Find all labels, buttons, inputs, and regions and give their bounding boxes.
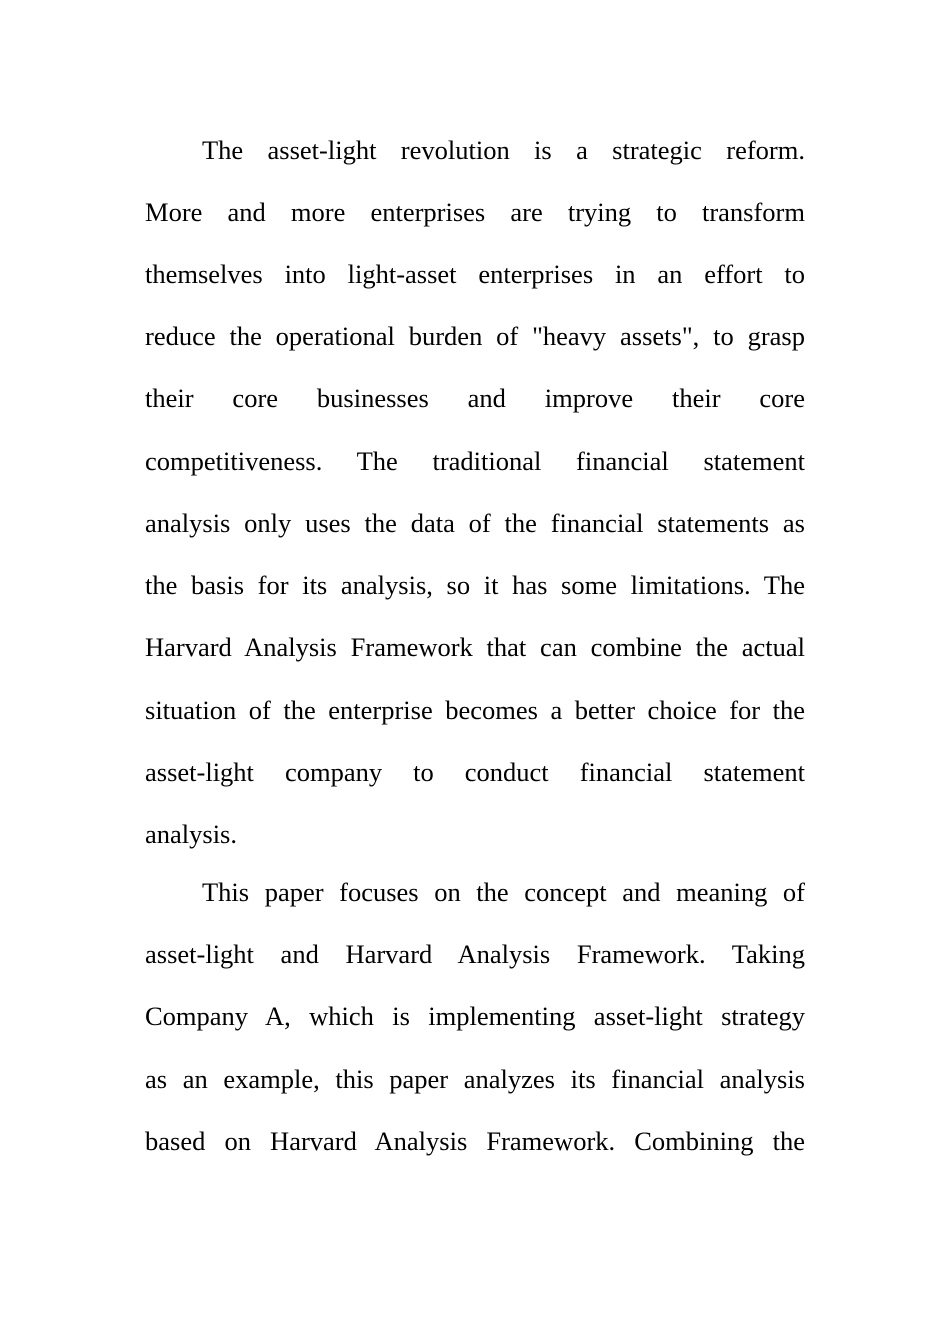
paragraph-1-line-12: analysis.: [145, 819, 237, 849]
paragraph-2-line-5: based on Harvard Analysis Framework. Combining the: [145, 1126, 805, 1156]
paragraph-1-line-11: asset-light company to conduct financial statement: [145, 757, 805, 787]
paragraph-1-line-3: themselves into light-asset enterprises in an effort to: [145, 259, 805, 289]
paragraph-1-line-2: More and more enterprises are trying to transform: [145, 197, 805, 227]
paragraph-1-line-9: Harvard Analysis Framework that can combine the actual: [145, 632, 805, 662]
paragraph-1-line-10: situation of the enterprise becomes a better choice for the: [145, 695, 805, 725]
paragraph-2-line-4: as an example, this paper analyzes its financial analysis: [145, 1064, 805, 1094]
paragraph-1-line-6: competitiveness. The traditional financial statement: [145, 446, 805, 476]
paragraph-1-line-4: reduce the operational burden of "heavy assets", to grasp: [145, 321, 805, 351]
paragraph-1-line-8: the basis for its analysis, so it has some limitations. The: [145, 570, 805, 600]
paragraph-1-line-7: analysis only uses the data of the financial statements as: [145, 508, 805, 538]
paragraph-2-line-2: asset-light and Harvard Analysis Framework. Taking: [145, 939, 805, 969]
paragraph-1-line-1: The asset-light revolution is a strategic reform.: [202, 135, 805, 165]
paragraph-1-line-5: their core businesses and improve their core: [145, 383, 805, 413]
paragraph-2-line-1: This paper focuses on the concept and meaning of: [202, 877, 805, 907]
paragraph-2-line-3: Company A, which is implementing asset-light strategy: [145, 1001, 805, 1031]
